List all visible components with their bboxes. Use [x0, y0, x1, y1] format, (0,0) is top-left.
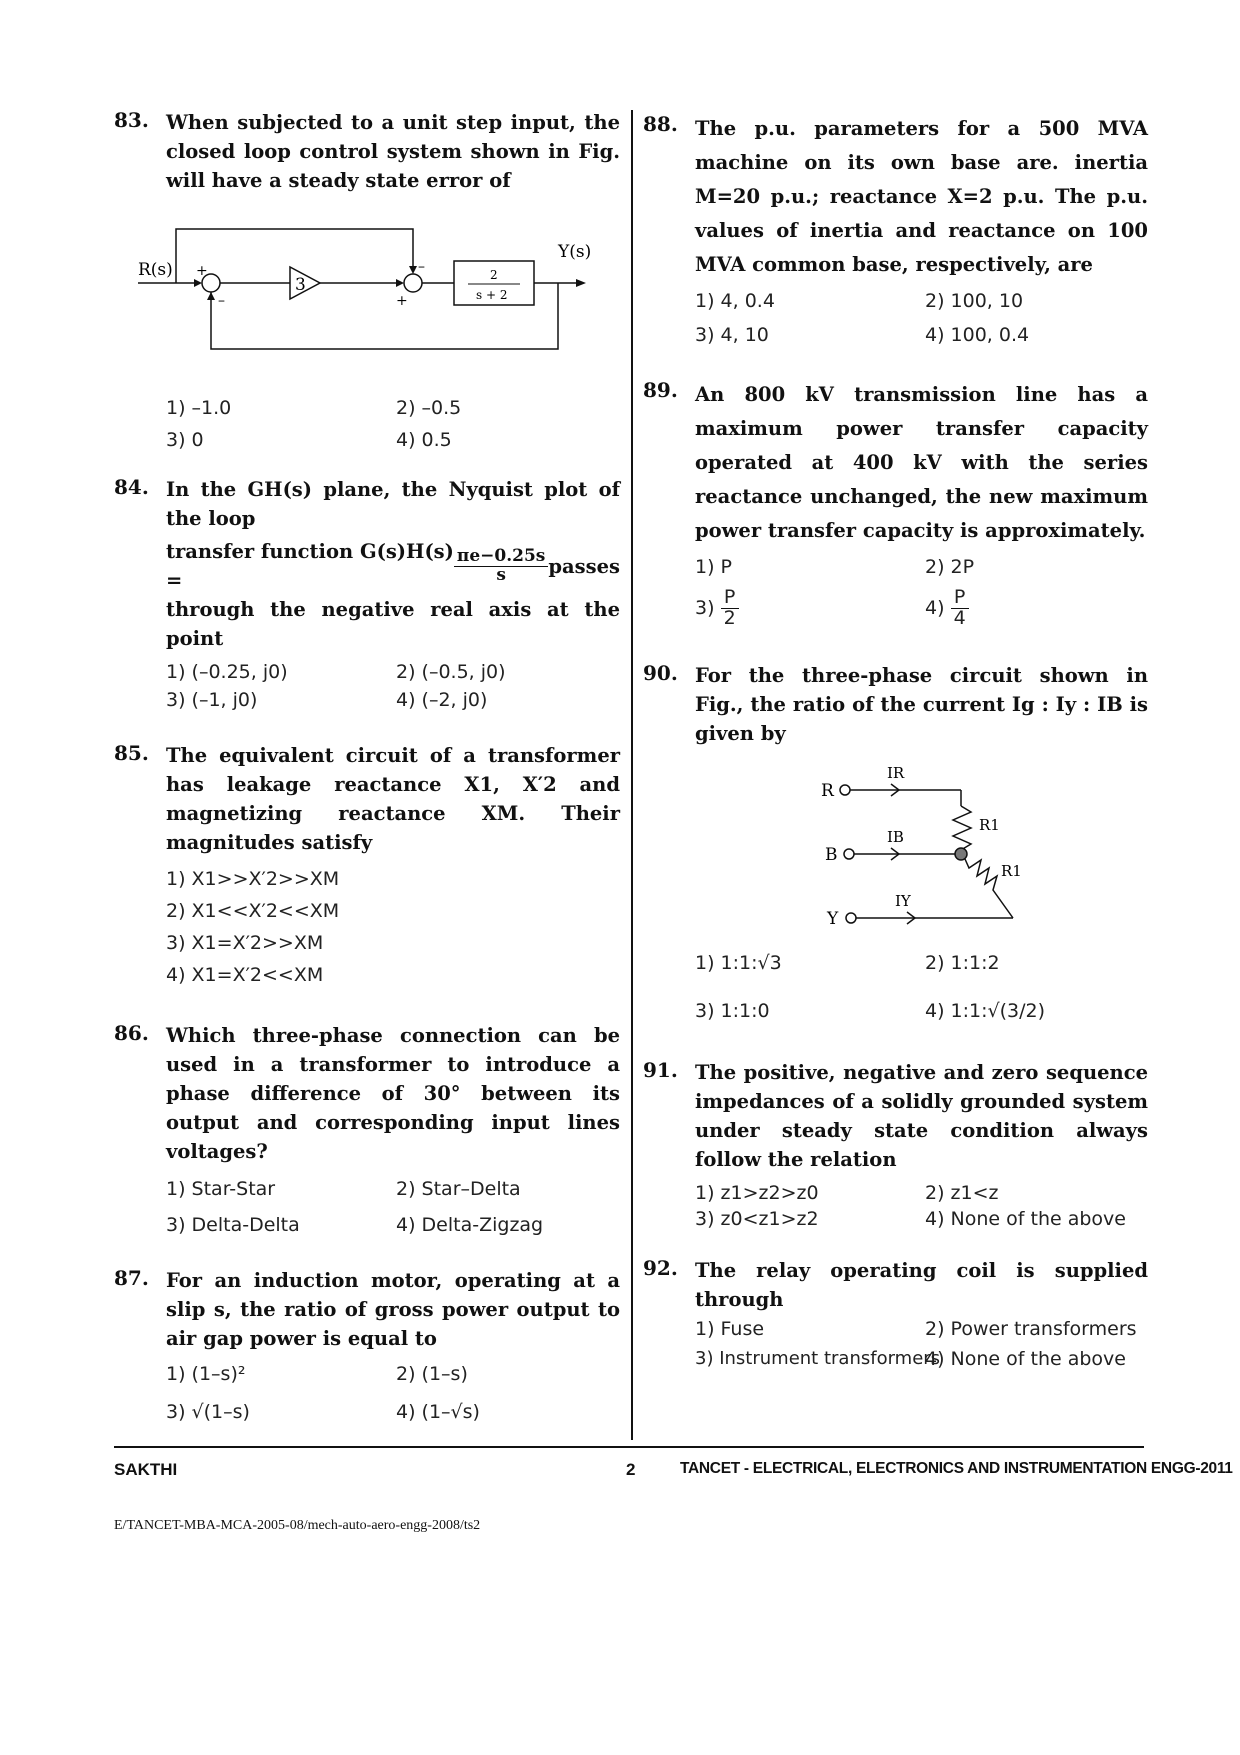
option-1[interactable]: 1) –1.0: [166, 397, 232, 419]
tf-numerator: 2: [490, 268, 498, 282]
options: [695, 1318, 1148, 1370]
option-2[interactable]: 2) 2P: [925, 556, 975, 578]
current-iy-label: IY: [895, 891, 911, 910]
options: [695, 952, 1148, 1022]
tf-numerator: πe−0.25s: [454, 548, 548, 567]
sum1-minus: –: [218, 293, 225, 309]
option-1[interactable]: 1) z1>z2>z0: [695, 1181, 819, 1204]
option-3[interactable]: 3) X1=X′2>>XM: [166, 932, 324, 954]
tf-denominator: s: [496, 564, 506, 585]
question-text-line2: [166, 537, 620, 595]
question-91: [643, 1058, 1148, 1230]
question-85: [114, 741, 620, 991]
option-4[interactable]: 4) (–2, j0): [396, 689, 488, 711]
option-1[interactable]: 1) 1:1:√3: [695, 951, 782, 974]
option-3[interactable]: 3) 4, 10: [695, 324, 769, 346]
question-text: For an induction motor, operating at a slip s, the ratio of gross power output to air gap power is equal to: [166, 1269, 620, 1350]
tf-denominator: s + 2: [476, 288, 508, 302]
resistor-label-1: R1: [979, 815, 1000, 834]
tf-label: transfer function G(s)H(s) =: [166, 540, 454, 592]
file-path-note: E/TANCET-MBA-MCA-2005-08/mech-auto-aero-engg-2008/ts2: [114, 1518, 481, 1533]
question-text: The positive, negative and zero sequence impedances of a solidly grounded system under steady state condition always follow the relation: [695, 1060, 1148, 1171]
question-84: [114, 475, 620, 711]
option-3[interactable]: 3) 1:1:0: [695, 999, 770, 1022]
question-number: 88.: [643, 112, 678, 136]
option-4-fraction: [951, 588, 969, 629]
option-3[interactable]: 3) Delta-Delta: [166, 1214, 300, 1236]
node-y-label: Y: [827, 908, 839, 929]
option-1[interactable]: 1) P: [695, 556, 732, 578]
question-text: An 800 kV transmission line has a maximum power transfer capacity operated at 400 kV with the series reactance unchanged, the new maximum power transfer capacity is approximately.: [695, 383, 1148, 542]
tf-suffix: passes: [548, 554, 620, 578]
question-text: When subjected to a unit step input, the closed loop control system shown in Fig. will have a steady state error of: [166, 111, 620, 192]
option-4[interactable]: 4) (1–√s): [396, 1401, 480, 1423]
right-column: [643, 108, 1148, 1370]
question-number: 86.: [114, 1021, 149, 1045]
current-ir-label: IR: [887, 763, 905, 782]
option-2[interactable]: 2) –0.5: [396, 397, 462, 419]
question-number: 87.: [114, 1266, 149, 1290]
option-1[interactable]: 1) Star-Star: [166, 1178, 276, 1200]
question-89: [643, 378, 1148, 629]
option-3[interactable]: [695, 588, 925, 629]
question-number: 91.: [643, 1057, 678, 1082]
question-text-line1: In the GH(s) plane, the Nyquist plot of the loop: [166, 478, 620, 530]
current-ib-label: IB: [887, 827, 904, 846]
options: [695, 1182, 1148, 1230]
options: [166, 1363, 620, 1423]
question-number: 89.: [643, 378, 678, 402]
question-text: The equivalent circuit of a transformer has leakage reactance X1, X′2 and magnetizing reactance XM. Their magnitudes satisfy: [166, 744, 620, 854]
option-2[interactable]: 2) Star–Delta: [396, 1178, 521, 1200]
option-3-fraction: [721, 588, 739, 629]
option-1[interactable]: 1) 4, 0.4: [695, 290, 775, 312]
question-text: For the three-phase circuit shown in Fig., the ratio of the current Ig : Iy : IB is given by: [695, 663, 1148, 745]
option-3[interactable]: 3) z0<z1>z2: [695, 1207, 819, 1230]
option-4[interactable]: 4) None of the above: [925, 1207, 1126, 1230]
options: [166, 863, 620, 991]
option-2[interactable]: 2) 100, 10: [925, 290, 1024, 312]
option-2[interactable]: 2) 1:1:2: [925, 951, 1000, 974]
option-1[interactable]: 1) (–0.25, j0): [166, 661, 288, 683]
resistor-r1-top: [953, 806, 971, 854]
option-2[interactable]: 2) X1<<X′2<<XM: [166, 900, 340, 922]
option-2[interactable]: 2) (1–s): [396, 1363, 468, 1385]
option-2[interactable]: 2) (–0.5, j0): [396, 661, 506, 683]
gain-label: 3: [295, 275, 306, 295]
sum2-plus: +: [396, 293, 408, 309]
option-4[interactable]: 4) 100, 0.4: [925, 324, 1030, 346]
footer-exam-title: TANCET - ELECTRICAL, ELECTRONICS AND INSTRUMENTATION ENGG-2011: [680, 1460, 1233, 1477]
question-number: 85.: [114, 741, 149, 765]
option-2[interactable]: 2) Power transformers: [925, 1317, 1137, 1340]
footer-page-number: 2: [626, 1460, 636, 1479]
question-88: [643, 112, 1148, 346]
option-3[interactable]: 3) Instrument transformers: [695, 1347, 941, 1369]
footer-rule: [114, 1446, 1144, 1448]
options: [695, 290, 1148, 346]
question-text: Which three-phase connection can be used in a transformer to introduce a phase difference of 30° between its output and corresponding input lines voltages?: [166, 1024, 620, 1163]
option-4[interactable]: 4) None of the above: [925, 1347, 1126, 1370]
node-b-label: B: [825, 844, 838, 865]
options: [695, 556, 1148, 629]
node-r-label: R: [821, 780, 834, 801]
option-1[interactable]: 1) X1>>X′2>>XM: [166, 868, 340, 890]
option-4-numerator: P: [951, 588, 969, 609]
option-2[interactable]: 2) z1<z: [925, 1181, 999, 1204]
sum1-plus: +: [196, 263, 208, 279]
options: [166, 1178, 620, 1236]
option-3[interactable]: 3) (–1, j0): [166, 689, 258, 711]
input-label: R(s): [138, 260, 173, 280]
left-column: [114, 108, 620, 1423]
block-diagram: [114, 209, 620, 379]
question-90: [643, 661, 1148, 1022]
option-4[interactable]: 4) Delta-Zigzag: [396, 1214, 544, 1236]
question-87: [114, 1266, 620, 1423]
footer-publisher: SAKTHI: [114, 1460, 178, 1479]
option-4[interactable]: 4) 1:1:√(3/2): [925, 999, 1046, 1022]
option-4-label: 4): [925, 596, 945, 619]
column-divider: [631, 110, 633, 1440]
option-3[interactable]: 3) 0: [166, 429, 204, 451]
question-number: 92.: [643, 1255, 678, 1280]
option-3-denominator: 2: [723, 606, 736, 629]
option-1[interactable]: 1) Fuse: [695, 1317, 765, 1340]
option-4[interactable]: [925, 588, 1155, 629]
option-4-denominator: 4: [953, 606, 966, 629]
question-number: 90.: [643, 660, 678, 685]
question-83: [114, 108, 620, 451]
option-3[interactable]: 3) √(1–s): [166, 1401, 250, 1423]
option-1[interactable]: 1) (1–s)²: [166, 1363, 246, 1385]
question-text: The relay operating coil is supplied through: [695, 1258, 1148, 1311]
question-text-line3: through the negative real axis at the point: [166, 598, 620, 650]
option-4[interactable]: 4) 0.5: [396, 429, 452, 451]
three-phase-circuit: [813, 756, 1073, 936]
question-text: The p.u. parameters for a 500 MVA machine on its own base are. inertia M=20 p.u.; reactance X=2 p.u. The p.u. values of inertia and reactance on 100 MVA common base, respectively, are: [695, 117, 1148, 276]
question-86: [114, 1021, 620, 1236]
sum2-minus: –: [418, 259, 425, 275]
options: [166, 397, 620, 451]
question-92: [643, 1256, 1148, 1370]
output-label: Y(s): [558, 242, 592, 262]
question-number: 84.: [114, 475, 149, 499]
option-3-numerator: P: [721, 588, 739, 609]
options: [166, 661, 620, 711]
option-3-label: 3): [695, 596, 715, 619]
resistor-label-2: R1: [1001, 861, 1022, 880]
tf-fraction: [454, 545, 548, 585]
option-4[interactable]: 4) X1=X′2<<XM: [166, 964, 324, 986]
question-number: 83.: [114, 108, 149, 132]
